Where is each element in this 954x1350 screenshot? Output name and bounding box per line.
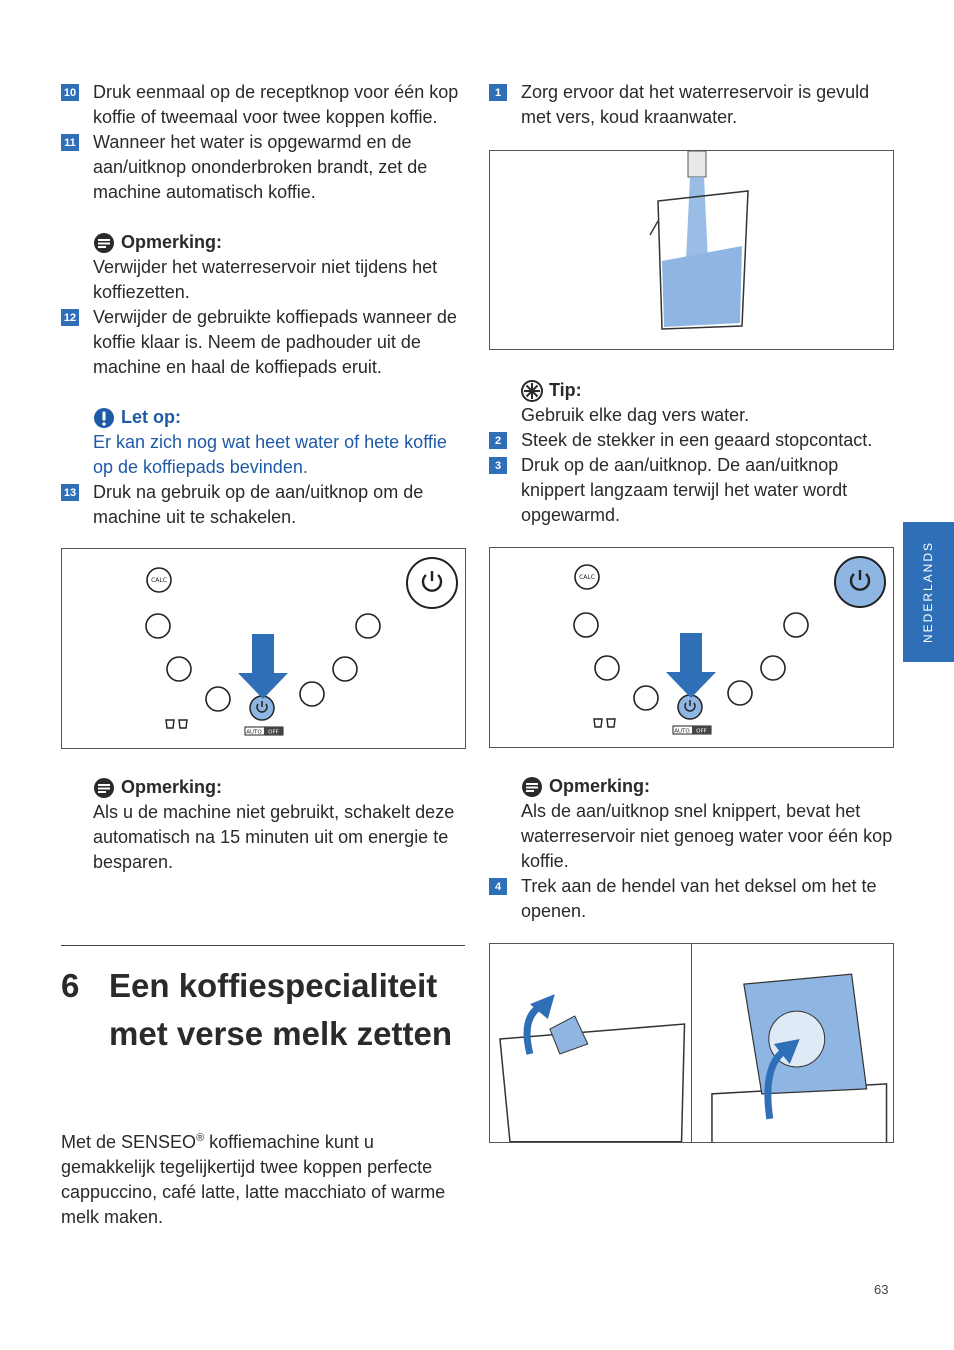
note-icon bbox=[93, 232, 115, 254]
control-panel-illustration bbox=[490, 548, 893, 747]
step-11 bbox=[61, 130, 471, 205]
note-title: Opmerking: bbox=[121, 777, 223, 797]
step-number: 4 bbox=[489, 878, 507, 895]
tip-heading bbox=[521, 378, 899, 403]
water-reservoir-figure bbox=[489, 150, 894, 350]
note-text: Als u de machine niet gebruikt, schakelt deze automatisch na 15 minuten uit om energie te besparen. bbox=[93, 802, 455, 872]
note-icon bbox=[521, 776, 543, 798]
caution-block bbox=[61, 405, 471, 480]
note-text: Verwijder het waterreservoir niet tijdens het koffiezetten. bbox=[93, 257, 438, 302]
auto-label: AUTO bbox=[246, 729, 262, 736]
intro-paragraph bbox=[61, 1126, 461, 1230]
caution-title: Let op: bbox=[121, 407, 181, 427]
tip-block bbox=[489, 378, 899, 428]
step-number: 10 bbox=[61, 84, 79, 101]
step-text: Druk eenmaal op de receptknop voor één kop koffie of tweemaal voor twee koppen koffie. bbox=[93, 82, 459, 127]
calc-label: CALC bbox=[151, 577, 167, 584]
page-number: 63 bbox=[874, 1282, 889, 1297]
step-4 bbox=[489, 874, 899, 924]
off-label: OFF bbox=[268, 729, 279, 736]
language-tab bbox=[903, 522, 954, 662]
note-heading bbox=[93, 775, 471, 800]
intro-text-b: koffiemachine kunt u gemakkelijk tegelijkertijd twee koppen perfecte cappuccino, café latte, latte macchiato of warme melk maken. bbox=[61, 1132, 446, 1227]
step-13 bbox=[61, 480, 471, 530]
step-text: Trek aan de hendel van het deksel om het te openen. bbox=[521, 876, 877, 921]
intro-text-a: Met de SENSEO bbox=[61, 1132, 197, 1152]
off-label: OFF bbox=[696, 728, 707, 735]
step-number: 3 bbox=[489, 457, 507, 474]
step-text: Zorg ervoor dat het waterreservoir is gevuld met vers, koud kraanwater. bbox=[521, 82, 870, 127]
note-heading bbox=[93, 230, 471, 255]
note-icon bbox=[93, 777, 115, 799]
step-number: 11 bbox=[61, 134, 79, 151]
open-lid-figure bbox=[489, 943, 894, 1143]
step-10 bbox=[61, 80, 471, 130]
language-label: NEDERLANDS bbox=[921, 540, 936, 644]
section-heading bbox=[61, 962, 471, 1058]
calc-label: CALC bbox=[579, 574, 595, 581]
step-2 bbox=[489, 428, 899, 453]
exclamation-icon bbox=[93, 407, 115, 429]
left-column bbox=[61, 80, 471, 875]
step-12 bbox=[61, 305, 471, 380]
note-heading bbox=[521, 774, 899, 799]
step-text: Steek de stekker in een geaard stopcontact. bbox=[521, 430, 873, 450]
note-title: Opmerking: bbox=[121, 232, 223, 252]
tip-text: Gebruik elke dag vers water. bbox=[521, 405, 750, 425]
note-text: Als de aan/uitknop snel knippert, bevat het waterreservoir niet genoeg water voor één kop koffie. bbox=[521, 801, 893, 871]
auto-label: AUTO bbox=[674, 728, 690, 735]
step-text: Druk op de aan/uitknop. De aan/uitknop knippert langzaam terwijl het water wordt opgewarmd. bbox=[521, 455, 848, 525]
tip-title: Tip: bbox=[549, 380, 582, 400]
section-number: 6 bbox=[61, 967, 80, 1004]
step-text: Wanneer het water is opgewarmd en de aan/uitknop ononderbroken brandt, zet de machine automatisch koffie. bbox=[93, 132, 428, 202]
step-number: 13 bbox=[61, 484, 79, 501]
step-text: Verwijder de gebruikte koffiepads wanneer de koffie klaar is. Neem de padhouder uit de machine en haal de koffiepads eruit. bbox=[93, 307, 457, 377]
control-panel-illustration bbox=[62, 549, 465, 748]
lever-illustration bbox=[490, 944, 692, 1142]
note-block bbox=[61, 775, 471, 875]
section-rule bbox=[61, 945, 465, 946]
note-title: Opmerking: bbox=[549, 776, 651, 796]
step-1 bbox=[489, 80, 899, 130]
step-number: 2 bbox=[489, 432, 507, 449]
section-title: Een koffiespecialiteit met verse melk zetten bbox=[109, 967, 453, 1052]
step-number: 1 bbox=[489, 84, 507, 101]
step-number: 12 bbox=[61, 309, 79, 326]
open-lid-illustration bbox=[692, 944, 894, 1142]
tip-icon bbox=[521, 380, 543, 402]
step-text: Druk na gebruik op de aan/uitknop om de machine uit te schakelen. bbox=[93, 482, 424, 527]
note-block bbox=[61, 230, 471, 305]
control-panel-figure bbox=[61, 548, 466, 749]
note-block bbox=[489, 774, 899, 874]
right-column bbox=[489, 80, 899, 1143]
water-reservoir-illustration bbox=[490, 151, 893, 349]
registered-mark: ® bbox=[196, 1132, 205, 1144]
step-3 bbox=[489, 453, 899, 528]
caution-heading bbox=[93, 405, 471, 430]
caution-text: Er kan zich nog wat heet water of hete koffie op de koffiepads bevinden. bbox=[93, 432, 447, 477]
control-panel-figure bbox=[489, 547, 894, 748]
